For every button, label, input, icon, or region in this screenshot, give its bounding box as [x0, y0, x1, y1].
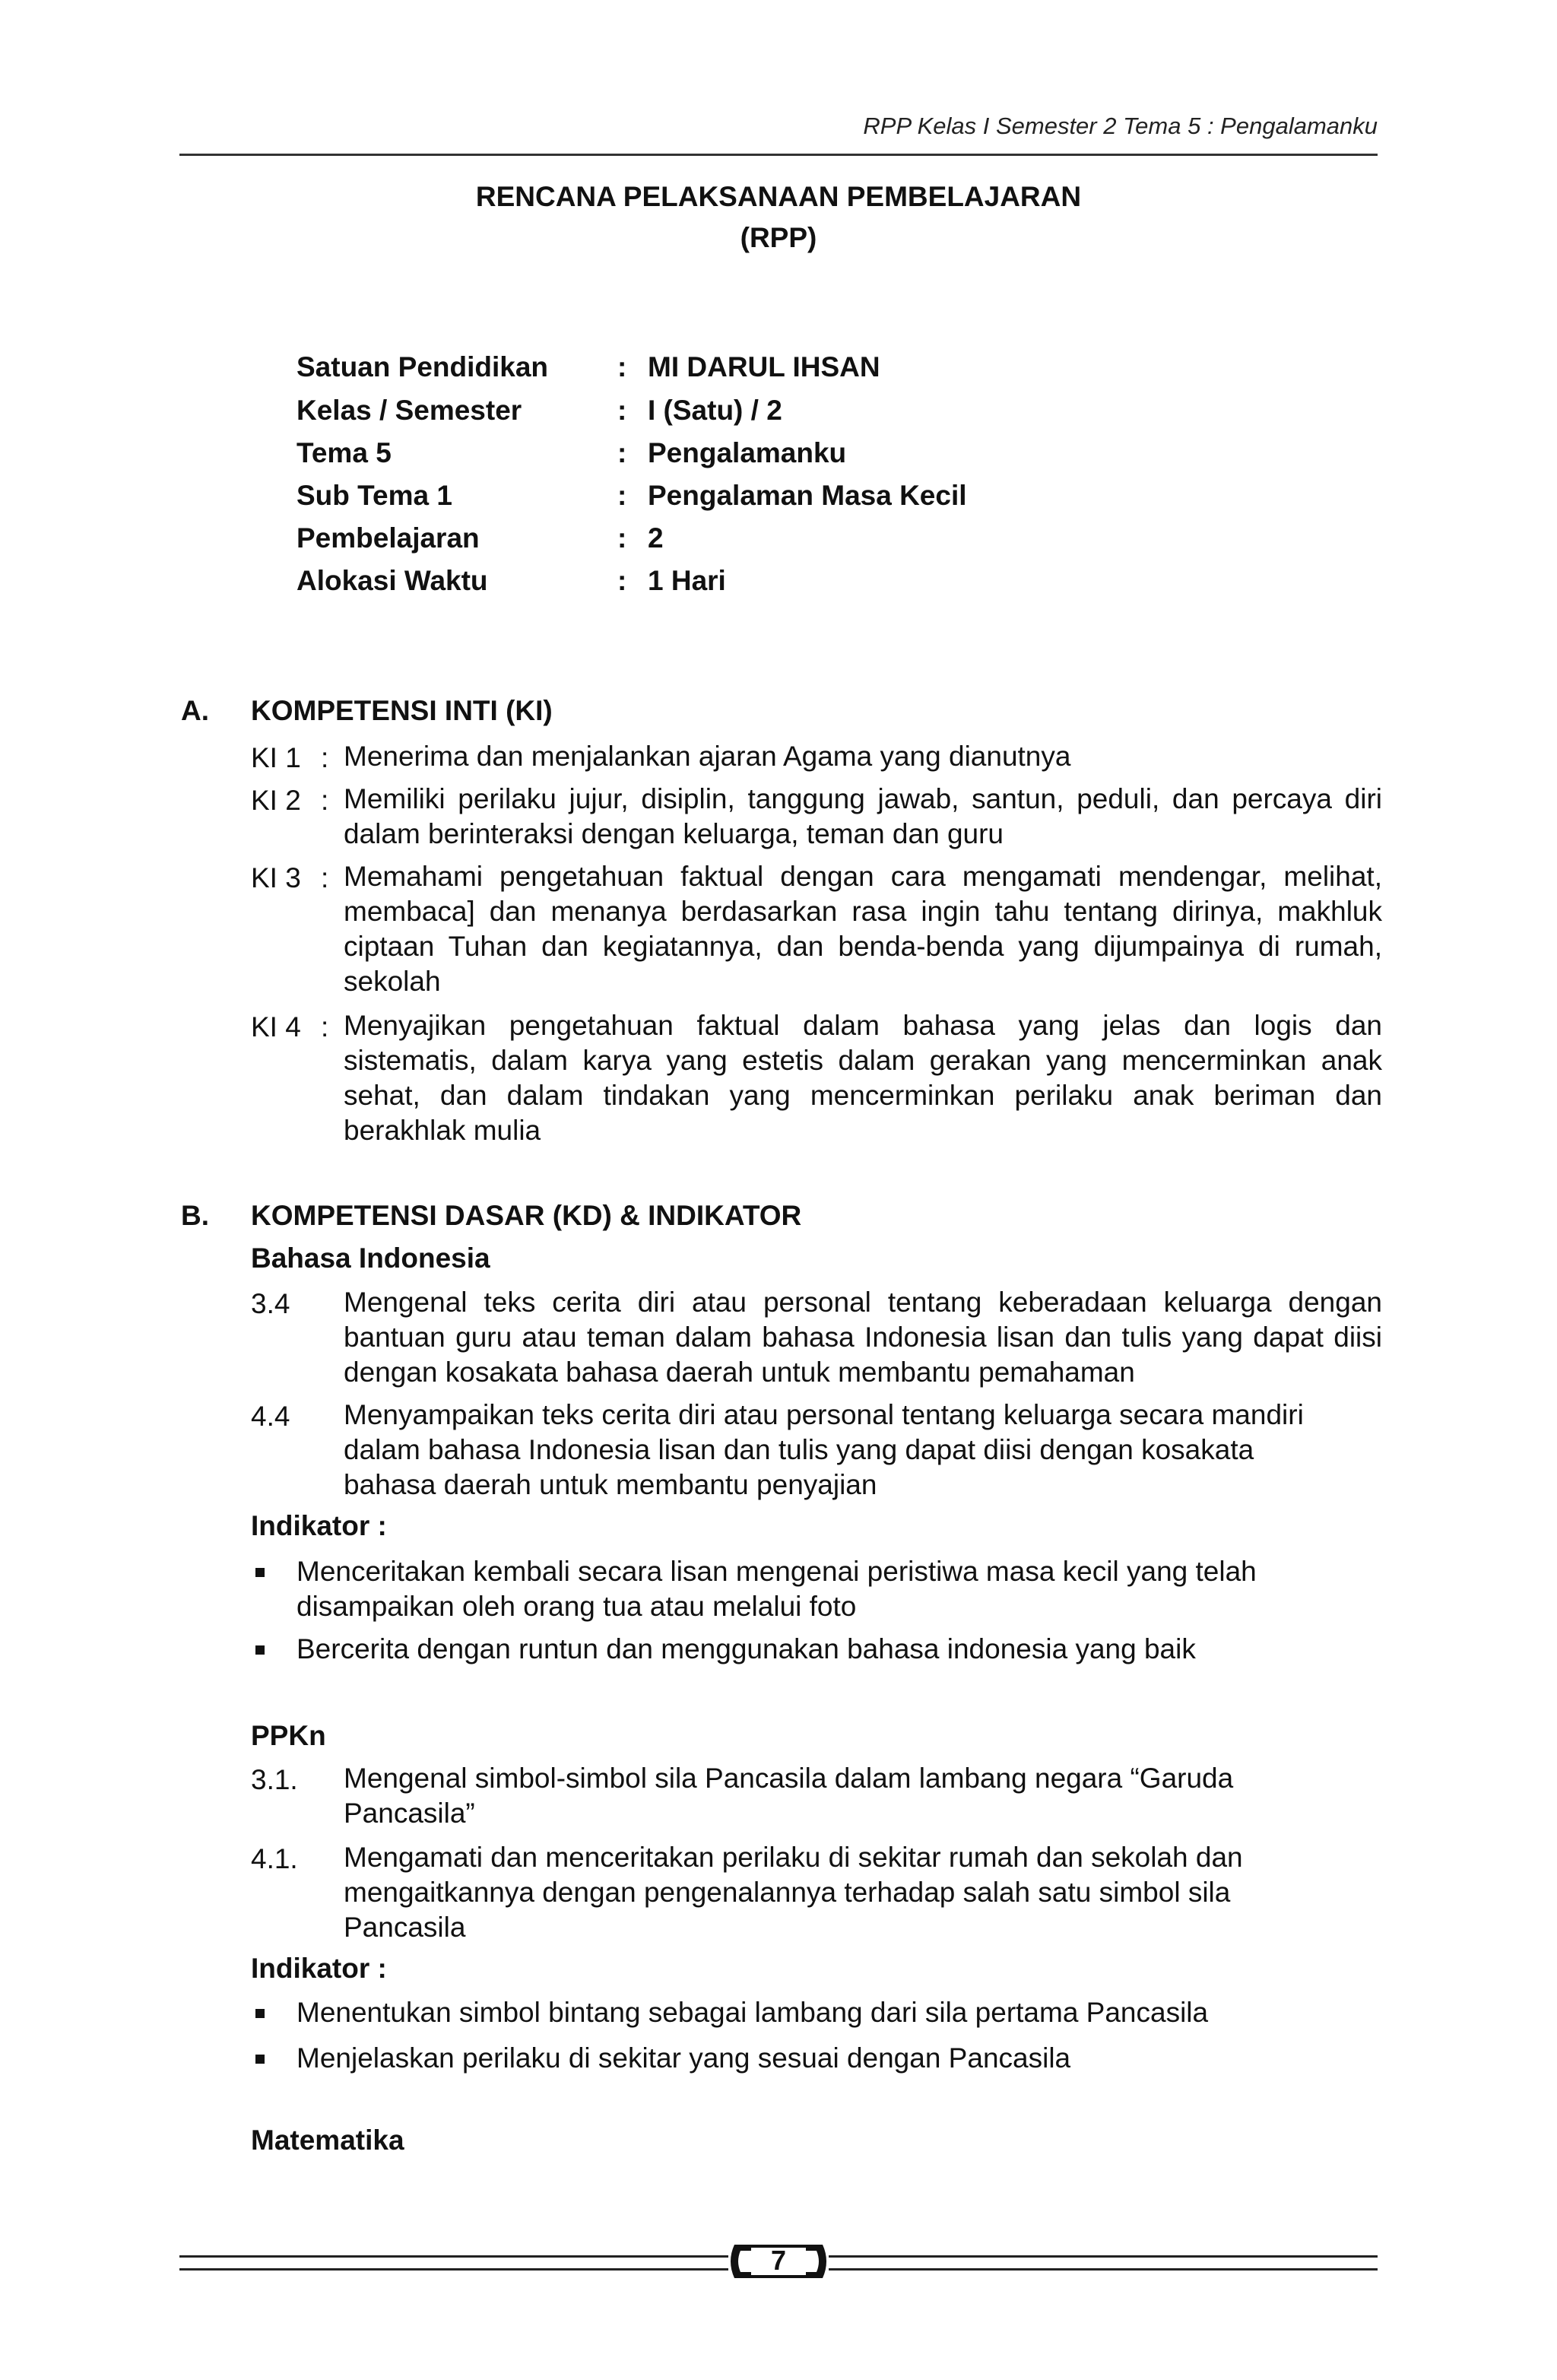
ki-text: Memiliki perilaku jujur, disiplin, tanggung jawab, santun, peduli, dan percaya diri dalam berinteraksi dengan keluarga, teman dan guru: [344, 783, 1382, 849]
indikator-item: Menentukan simbol bintang sebagai lambang dari sila pertama Pancasila: [296, 1997, 1209, 2028]
kd-number: 3.1.: [251, 1764, 298, 1795]
ki-label: KI 4: [251, 1011, 301, 1042]
page-number: 7: [770, 2245, 787, 2276]
kd-text: Mengenal teks cerita diri atau personal tentang keberadaan keluarga dengan bantuan guru atau teman dalam bahasa Indonesia lisan dan tulis yang dapat diisi dengan kosakata bahasa daerah untuk membantu pemahaman: [344, 1287, 1382, 1388]
identity-colon: :: [617, 437, 627, 468]
ki-label: KI 3: [251, 862, 301, 893]
section-a-title: KOMPETENSI INTI (KI): [251, 695, 553, 726]
indikator-label: Indikator :: [251, 1510, 387, 1541]
header-rule: [179, 154, 1378, 156]
indikator-item: Menjelaskan perilaku di sekitar yang sesuai dengan Pancasila: [296, 2042, 1071, 2074]
identity-label: Kelas / Semester: [296, 395, 522, 426]
bullet-square-icon: [255, 1645, 265, 1655]
subject-heading: Bahasa Indonesia: [251, 1242, 490, 1274]
ki-text: Menerima dan menjalankan ajaran Agama yang dianutnya: [344, 741, 1071, 772]
ki-colon: :: [321, 1011, 329, 1042]
ki-colon: :: [321, 785, 329, 816]
identity-value: MI DARUL IHSAN: [648, 351, 880, 382]
bullet-square-icon: [255, 1568, 265, 1577]
section-b-title: KOMPETENSI DASAR (KD) & INDIKATOR: [251, 1200, 802, 1231]
subject-heading: PPKn: [251, 1720, 326, 1751]
identity-value: Pengalamanku: [648, 437, 847, 468]
identity-label: Sub Tema 1: [296, 480, 452, 511]
ki-label: KI 1: [251, 742, 301, 773]
kd-number: 4.1.: [251, 1843, 298, 1874]
identity-label: Satuan Pendidikan: [296, 351, 549, 382]
identity-label: Tema 5: [296, 437, 392, 468]
identity-label: Pembelajaran: [296, 522, 480, 554]
section-b-letter: B.: [181, 1200, 209, 1231]
indikator-item: Menceritakan kembali secara lisan mengenai peristiwa masa kecil yang telah disampaikan oleh orang tua atau melalui foto: [296, 1556, 1257, 1622]
document-subtitle: (RPP): [740, 222, 817, 253]
ki-text: Menyajikan pengetahuan faktual dalam bahasa yang jelas dan logis dan sistematis, dalam karya yang estetis dalam gerakan yang mencerminkan anak sehat, dan dalam tindakan yang mencerminkan perilaku anak beriman dan berakhlak mulia: [344, 1010, 1382, 1146]
section-a-letter: A.: [181, 695, 209, 726]
kd-text: Mengenal simbol-simbol sila Pancasila dalam lambang negara “Garuda Pancasila”: [344, 1763, 1234, 1829]
identity-value: Pengalaman Masa Kecil: [648, 480, 967, 511]
kd-number: 4.4: [251, 1401, 290, 1432]
indikator-label: Indikator :: [251, 1953, 387, 1984]
ki-text: Memahami pengetahuan faktual dengan cara mengamati mendengar, melihat, membaca] dan menanya berdasarkan rasa ingin tahu tentang dirinya, makhluk ciptaan Tuhan dan kegiatannya, dan benda-benda yang dijumpainya di rumah, sekolah: [344, 861, 1382, 997]
indikator-item: Bercerita dengan runtun dan menggunakan bahasa indonesia yang baik: [296, 1633, 1196, 1664]
identity-colon: :: [617, 480, 627, 511]
identity-value: 2: [648, 522, 664, 554]
bullet-square-icon: [255, 2009, 265, 2018]
bullet-square-icon: [255, 2055, 265, 2064]
document-title: RENCANA PELAKSANAAN PEMBELAJARAN: [475, 181, 1082, 212]
identity-colon: :: [617, 351, 627, 382]
kd-text: Mengamati dan menceritakan perilaku di sekitar rumah dan sekolah dan mengaitkannya dengan pengenalannya terhadap salah satu simbol sila Pancasila: [344, 1842, 1243, 1943]
kd-text: Menyampaikan teks cerita diri atau personal tentang keluarga secara mandiri dalam bahasa Indonesia lisan dan tulis yang dapat diisi dengan kosakata bahasa daerah untuk membantu penyajian: [344, 1399, 1304, 1500]
identity-colon: :: [617, 395, 627, 426]
ki-label: KI 2: [251, 785, 301, 816]
identity-label: Alokasi Waktu: [296, 565, 488, 596]
ki-colon: :: [321, 862, 329, 893]
identity-value: 1 Hari: [648, 565, 726, 596]
identity-colon: :: [617, 522, 627, 554]
running-header: RPP Kelas I Semester 2 Tema 5 : Pengalamanku: [863, 113, 1378, 139]
identity-value: I (Satu) / 2: [648, 395, 782, 426]
kd-number: 3.4: [251, 1288, 290, 1319]
subject-heading: Matematika: [251, 2125, 404, 2156]
identity-colon: :: [617, 565, 627, 596]
ki-colon: :: [321, 742, 329, 773]
